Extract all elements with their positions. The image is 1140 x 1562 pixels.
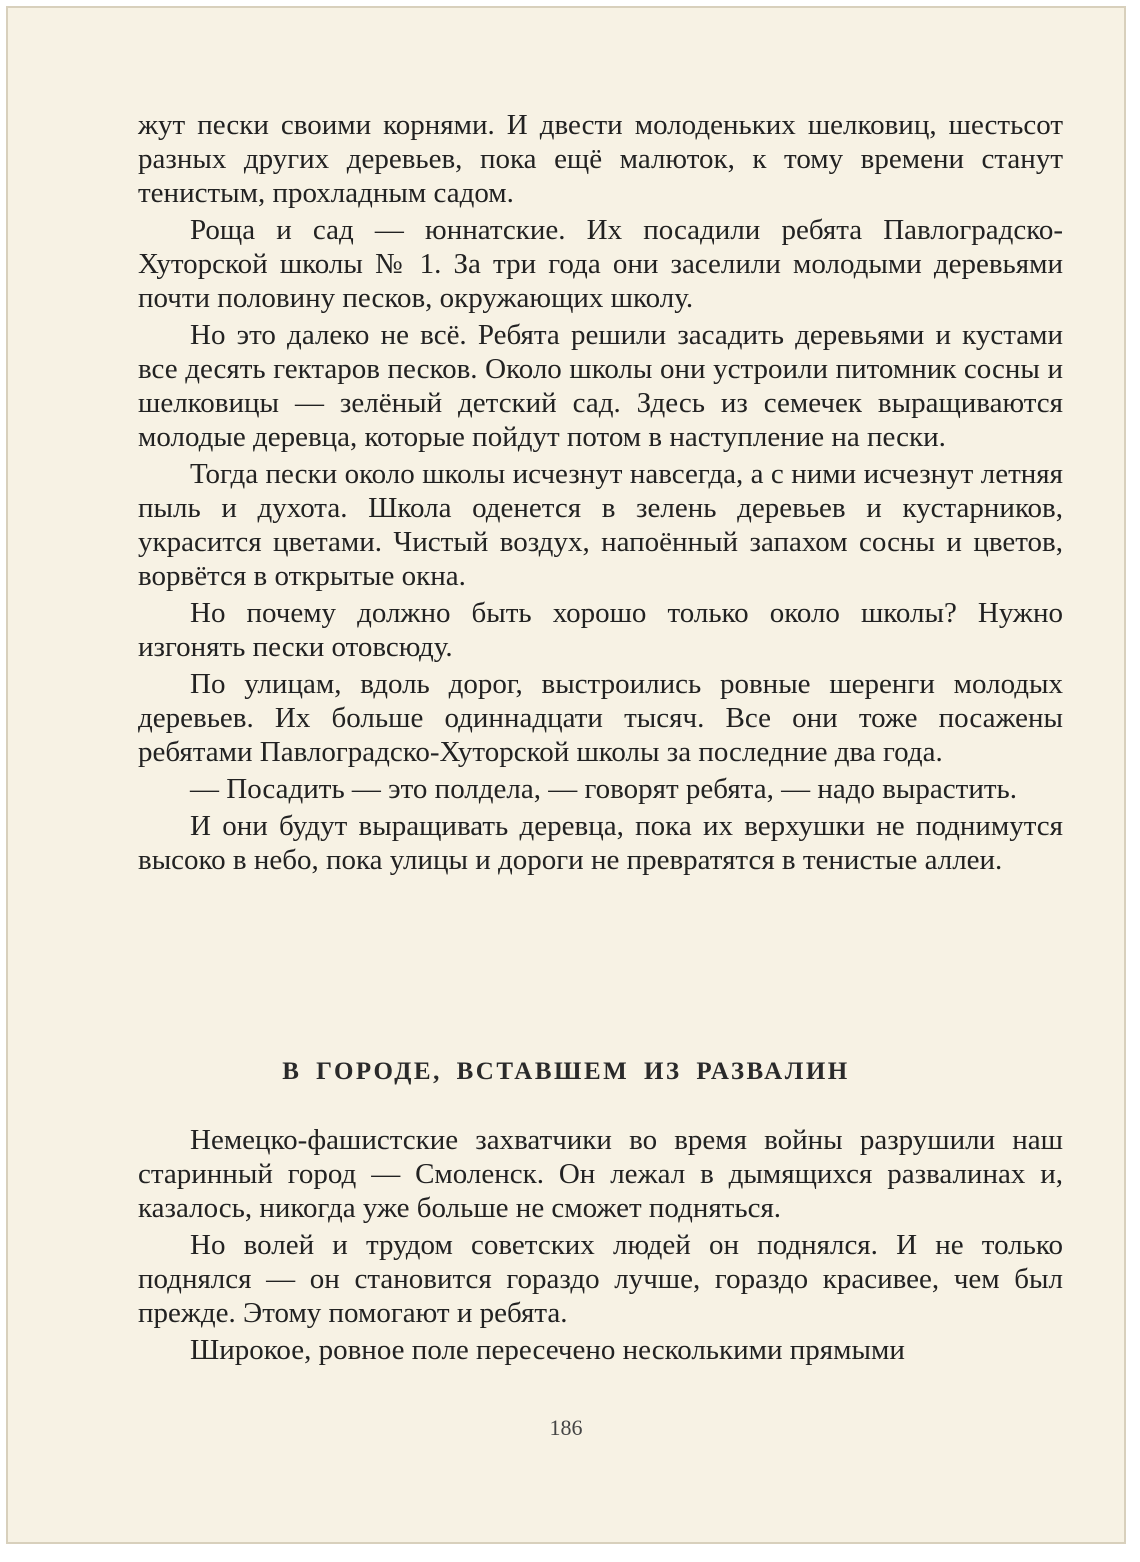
paragraph: жут пески своими корнями. И двести молоденьких шелковиц, шестьсот разных других деревьев, пока ещё малюток, к тому времени станут тенистым, прохладным садом. (138, 109, 1063, 209)
paragraph: Но это далеко не всё. Ребята решили засадить деревьями и кустами все десять гектаров песков. Около школы они устроили питомник сосны и шелковицы — зелёный детский сад. Здесь из семечек выращиваются молодые деревца, которые пойдут потом в наступление на пески. (138, 319, 1063, 453)
paragraph: По улицам, вдоль дорог, выстроились ровные шеренги молодых деревьев. Их больше одиннадцати тысяч. Все они тоже посажены ребятами Павлоградско-Хуторской школы за последние два года. (138, 668, 1063, 768)
paragraph: — Посадить — это полдела, — говорят ребята, — надо вырастить. (190, 773, 1017, 805)
paragraph: Широкое, ровное поле пересечено несколькими прямыми (190, 1334, 905, 1366)
page-number: 186 (549, 1415, 583, 1440)
paragraph: Но почему должно быть хорошо только около школы? Нужно изгонять пески отовсюду. (138, 597, 1063, 663)
paragraph: Но волей и трудом советских людей он поднялся. И не только поднялся — он становится гораздо лучше, гораздо красивее, чем был прежде. Этому помогают и ребята. (138, 1229, 1063, 1329)
section-heading: В ГОРОДЕ, ВСТАВШЕМ ИЗ РАЗВАЛИН (282, 1058, 850, 1085)
paragraph: И они будут выращивать деревца, пока их верхушки не поднимутся высоко в небо, пока улицы и дороги не превратятся в тенистые аллеи. (138, 810, 1063, 876)
paragraph: Немецко-фашистские захватчики во время войны разрушили наш старинный город — Смоленск. Он лежал в дымящихся развалинах и, казалось, никогда уже больше не сможет подняться. (138, 1124, 1063, 1224)
section-two-text (138, 1123, 1063, 1370)
paragraph: Роща и сад — юннатские. Их посадили ребята Павлоградско-Хуторской школы № 1. За три года они заселили молодыми деревьями почти половину песков, окружающих школу. (138, 214, 1063, 314)
paragraph: Тогда пески около школы исчезнут навсегда, а с ними исчезнут летняя пыль и духота. Школа оденется в зелень деревьев и кустарников, украсится цветами. Чистый воздух, напоённый запахом сосны и цветов, ворвётся в открытые окна. (138, 458, 1063, 592)
book-page (6, 6, 1126, 1544)
section-one-text (138, 108, 1063, 880)
